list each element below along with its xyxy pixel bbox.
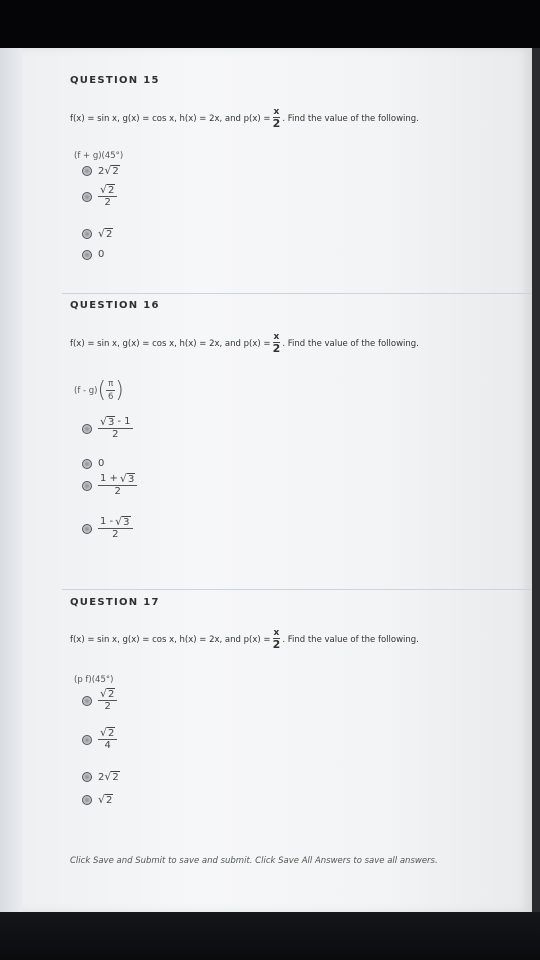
radio-button[interactable] <box>82 735 92 745</box>
option-text: 0 <box>98 458 105 469</box>
question-expression: (f - g) ( π 6 ) <box>74 377 124 403</box>
stem-fraction-denominator: 2 <box>272 342 281 355</box>
square-root: √ 2 <box>104 164 119 177</box>
monitor-bezel-bottom <box>0 912 540 960</box>
radio-button[interactable] <box>82 524 92 534</box>
stem-suffix: . Find the value of the following. <box>282 338 419 349</box>
question-title: QUESTION 15 <box>70 75 160 86</box>
question-expression: (p f)(45°) <box>74 675 114 685</box>
answer-option[interactable] <box>82 416 133 441</box>
answer-option[interactable] <box>82 184 117 209</box>
fraction: 1 - √ 3 2 <box>98 516 133 541</box>
radio-button[interactable] <box>82 459 92 469</box>
fraction: √ 2 4 <box>98 727 117 752</box>
answer-option[interactable] <box>82 688 117 713</box>
quiz-page <box>22 48 532 912</box>
question-divider <box>62 589 532 590</box>
question-stem <box>70 107 419 130</box>
fraction: 1 + √ 3 2 <box>98 473 137 498</box>
answer-option[interactable] <box>82 228 113 240</box>
answer-option[interactable] <box>82 771 120 783</box>
question-expression: (f + g)(45°) <box>74 151 124 161</box>
option-text: 0 <box>98 249 105 260</box>
square-root: √ 2 <box>100 183 115 196</box>
square-root: √ 2 <box>100 726 115 739</box>
square-root: √ 3 <box>115 515 130 528</box>
radio-button[interactable] <box>82 772 92 782</box>
browser-left-edge <box>0 48 22 912</box>
square-root: √ 2 <box>104 770 119 783</box>
fraction: π 6 <box>107 379 114 402</box>
question-title: QUESTION 16 <box>70 300 160 311</box>
radio-button[interactable] <box>82 696 92 706</box>
radio-button[interactable] <box>82 481 92 491</box>
stem-fraction <box>273 107 281 130</box>
stem-prefix: f(x) = sin x, g(x) = cos x, h(x) = 2x, and p(x) = <box>70 338 271 349</box>
square-root: √ 3 <box>119 472 135 485</box>
fraction: √ 2 2 <box>98 184 117 209</box>
square-root: √ 2 <box>100 687 115 700</box>
radio-button[interactable] <box>82 250 92 260</box>
stem-fraction-numerator: x <box>273 107 280 117</box>
answer-option[interactable] <box>82 727 117 752</box>
square-root: √ 2 <box>98 793 113 806</box>
answer-option[interactable] <box>82 249 104 260</box>
answer-option[interactable] <box>82 794 113 806</box>
radio-button[interactable] <box>82 795 92 805</box>
square-root: √ 2 <box>98 227 113 240</box>
question-divider <box>62 293 532 294</box>
monitor-bezel-right <box>532 48 540 912</box>
stem-fraction <box>273 332 281 355</box>
fraction: √ 3 - 1 2 <box>100 415 131 440</box>
question-stem <box>70 628 419 651</box>
stem-suffix: . Find the value of the following. <box>282 113 419 124</box>
fraction: √ 2 2 <box>98 688 117 713</box>
radio-button[interactable] <box>82 166 92 176</box>
monitor-bezel-top <box>0 0 540 48</box>
save-instructions: Click Save and Submit to save and submit. Click Save All Answers to save all answers. <box>70 856 438 866</box>
coefficient: 2 <box>98 165 105 177</box>
coefficient: 2 <box>98 771 105 783</box>
radio-button[interactable] <box>82 424 92 434</box>
answer-option[interactable] <box>82 165 120 177</box>
answer-option[interactable] <box>82 473 137 498</box>
question-stem <box>70 332 419 355</box>
radio-button[interactable] <box>82 192 92 202</box>
question-title: QUESTION 17 <box>70 597 160 608</box>
stem-prefix: f(x) = sin x, g(x) = cos x, h(x) = 2x, and p(x) = <box>70 113 271 124</box>
stem-prefix: f(x) = sin x, g(x) = cos x, h(x) = 2x, and p(x) = <box>70 634 271 645</box>
stem-fraction-numerator: x <box>273 332 280 342</box>
stem-fraction <box>273 628 281 651</box>
answer-option[interactable] <box>82 516 133 541</box>
radio-button[interactable] <box>82 229 92 239</box>
answer-option[interactable] <box>82 458 104 469</box>
stem-fraction-numerator: x <box>273 628 280 638</box>
stem-suffix: . Find the value of the following. <box>282 634 419 645</box>
stem-fraction-denominator: 2 <box>272 117 281 130</box>
square-root: √ 3 <box>100 415 115 428</box>
stem-fraction-denominator: 2 <box>272 638 281 651</box>
